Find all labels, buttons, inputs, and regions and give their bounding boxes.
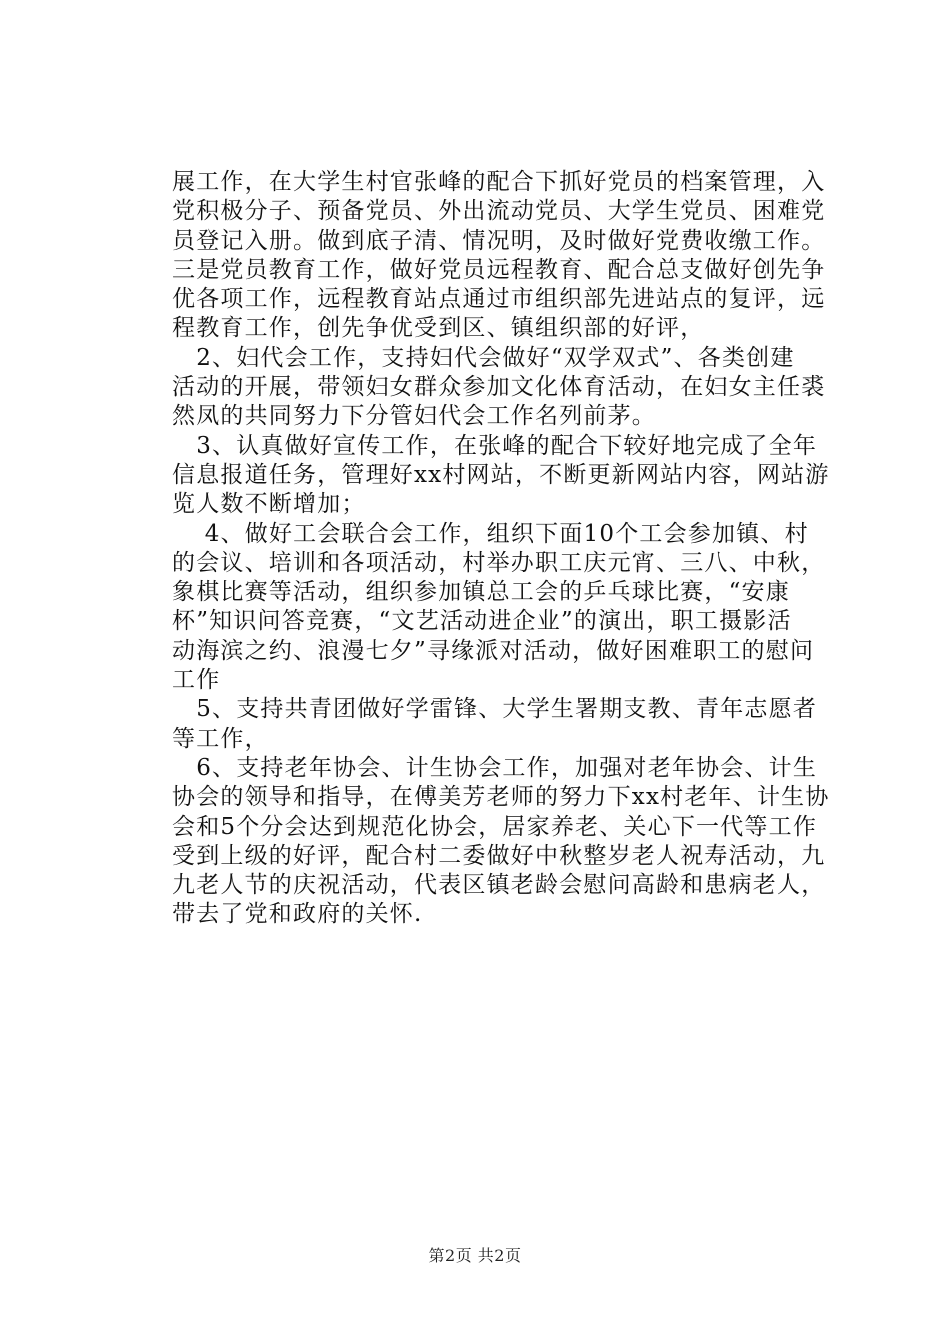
text-line: 信息报道任务，管理好xx村网站，不断更新网站内容，网站游 <box>172 461 830 488</box>
text-line: 动海滨之约、浪漫七夕”寻缘派对活动，做好困难职工的慰问 <box>172 637 815 664</box>
text-line: 等工作， <box>172 725 269 752</box>
text-line: 展工作，在大学生村官张峰的配合下抓好党员的档案管理，入 <box>172 169 826 195</box>
paragraph-3-start: 3、认真做好宣传工作，在张峰的配合下较好地完成了全年 <box>172 432 818 459</box>
text-line: 会和5个分会达到规范化协会，居家养老、关心下一代等工作 <box>172 813 818 840</box>
text-line: 杯”知识问答竞赛，“文艺活动进企业”的演出，职工摄影活 <box>172 608 792 635</box>
text-line: 受到上级的好评，配合村二委做好中秋整岁老人祝寿活动，九 <box>172 842 826 869</box>
text-line: 程教育工作，创先争优受到区、镇组织部的好评， <box>172 315 705 342</box>
document-body <box>172 168 840 930</box>
text-line: 优各项工作，远程教育站点通过市组织部先进站点的复评，远 <box>172 286 826 313</box>
page-number-footer: 第2页 共2页 <box>428 1246 522 1265</box>
paragraph-6-start: 6、支持老年协会、计生协会工作，加强对老年协会、计生 <box>172 754 818 781</box>
text-line: 的会议、培训和各项活动，村举办职工庆元宵、三八、中秋， <box>172 549 826 576</box>
text-line: 协会的领导和指导，在傅美芳老师的努力下xx村老年、计生协 <box>172 784 830 811</box>
text-line: 象棋比赛等活动，组织参加镇总工会的乒乓球比赛，“安康 <box>172 579 790 606</box>
text-line: 览人数不断增加； <box>172 491 366 518</box>
text-line: 员登记入册。做到底子清、情况明，及时做好党费收缴工作。 <box>172 227 826 254</box>
text-line: 党积极分子、预备党员、外出流动党员、大学生党员、困难党 <box>172 198 826 225</box>
paragraph-4-start: 4、做好工会联合会工作，组织下面10个工会参加镇、村 <box>172 520 809 547</box>
text-line: 带去了党和政府的关怀. <box>172 901 423 928</box>
text-line: 然凤的共同努力下分管妇代会工作名列前茅。 <box>172 403 656 430</box>
text-line: 三是党员教育工作，做好党员远程教育、配合总支做好创先争 <box>172 256 826 283</box>
text-line: 九老人节的庆祝活动，代表区镇老龄会慰问高龄和患病老人， <box>172 872 826 899</box>
text-line: 活动的开展，带领妇女群众参加文化体育活动，在妇女主任裘 <box>172 374 826 401</box>
paragraph-2-start: 2、妇代会工作，支持妇代会做好“双学双式”、各类创建 <box>172 344 795 371</box>
paragraph-5-start: 5、支持共青团做好学雷锋、大学生署期支教、青年志愿者 <box>172 696 818 723</box>
text-line: 工作 <box>172 667 221 694</box>
